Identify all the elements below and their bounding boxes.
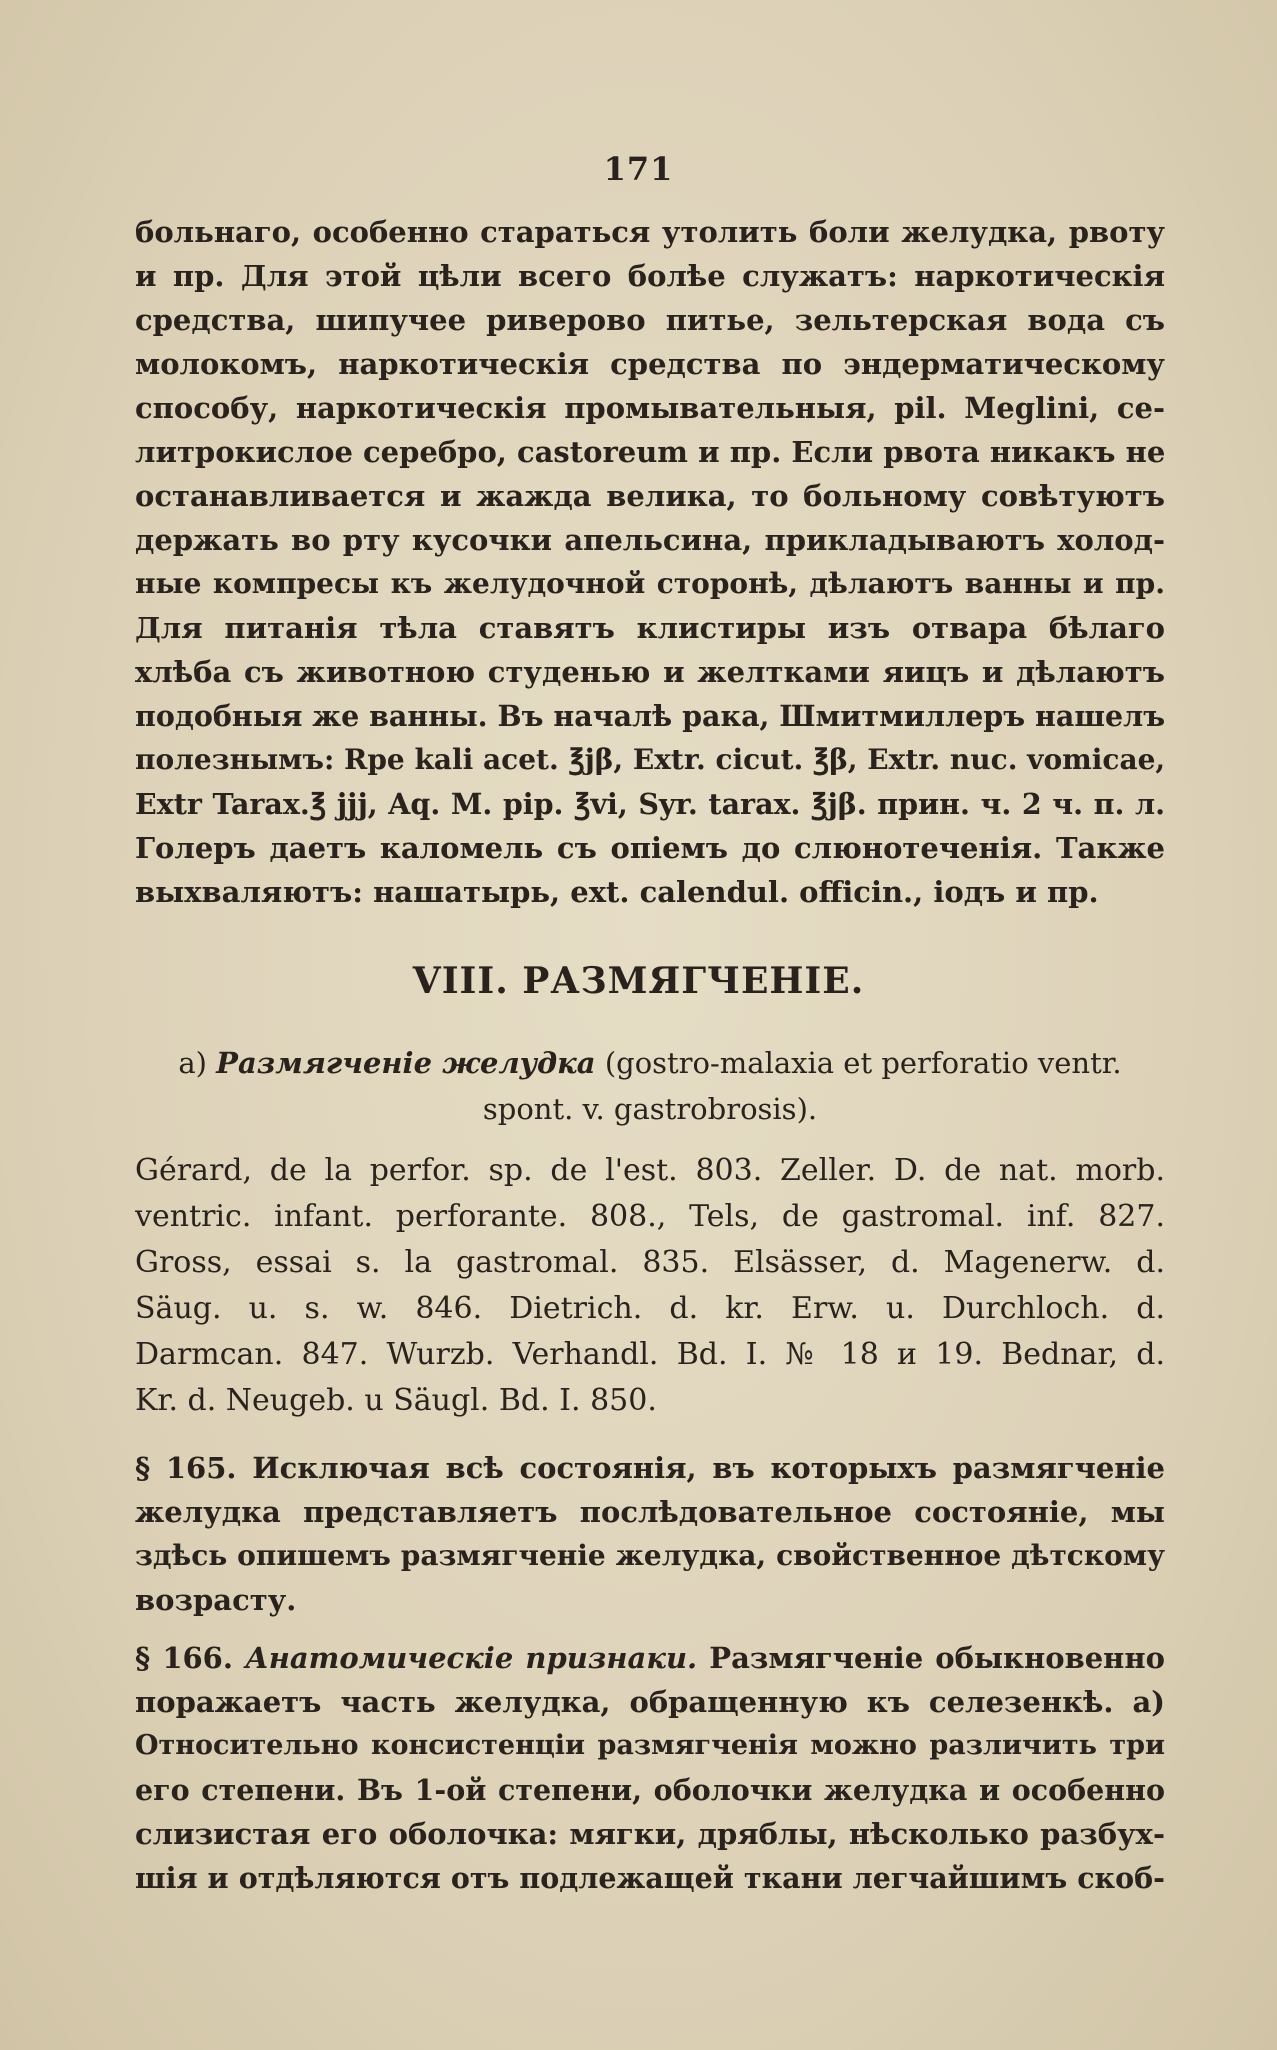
text-line: литрокислое серебро, castoreum и пр. Если рвота никакъ не	[135, 435, 1165, 469]
text-line: здѣсь опишемъ размягченіе желудка, свойственное дѣтскому	[135, 1539, 1165, 1572]
paragraph-166	[135, 1636, 1165, 1900]
text-line: средства, шипучее риверово питье, зельтерская вода съ	[135, 303, 1165, 337]
paragraph-treatment	[135, 210, 1165, 914]
bibliography	[135, 1148, 1165, 1424]
text-line: § 165. Исключая всѣ состоянія, въ которыхъ размягченіе	[135, 1451, 1165, 1485]
subheading-title: Размягченіе желудка	[216, 1046, 596, 1080]
text-line: выхваляютъ: нашатырь, ext. calendul. officin., іодъ и пр.	[135, 875, 1099, 909]
text-line: больнаго, особенно стараться утолить боли желудка, рвоту	[135, 215, 1165, 249]
text-line: Относительно консистенціи размягченія можно различить три	[135, 1730, 1165, 1761]
page-number: 171	[603, 150, 674, 188]
text-line: желудка представляетъ послѣдовательное состояніе, мы	[135, 1495, 1165, 1529]
text-line: способу, наркотическія промывательныя, pil. Meglini, се-	[135, 391, 1165, 425]
text-line: слизистая его оболочка: мягки, дряблы, нѣсколько разбух-	[135, 1817, 1165, 1851]
paragraph-165	[135, 1446, 1165, 1622]
text-line: подобныя же ванны. Въ началѣ рака, Шмитмиллеръ нашелъ	[135, 699, 1165, 733]
text-line: ные компресы къ желудочной сторонѣ, дѣлаютъ ванны и пр.	[135, 567, 1165, 600]
text-line: молокомъ, наркотическія средства по эндерматическому	[135, 347, 1165, 381]
text-line	[135, 1636, 1165, 1680]
text-line: его степени. Въ 1-ой степени, оболочки желудка и особенно	[135, 1773, 1165, 1807]
bibliography-line: Kr. d. Neugeb. u Säugl. Bd. I. 850.	[135, 1383, 657, 1418]
subheading-label: а)	[178, 1046, 207, 1080]
bibliography-line: Gérard, de la perfor. sp. de l'est. 803. Zeller. D. de nat. morb.	[135, 1153, 1165, 1188]
section-lead-text: Размягченіе обыкновенно	[709, 1641, 1165, 1675]
subheading-latin: (gostro-malaxia et perforatio ventr.	[604, 1046, 1122, 1080]
section-subheading	[170, 1040, 1130, 1132]
bibliography-line: Gross, essai s. la gastromal. 835. Elsässer, d. Magenerw. d.	[135, 1245, 1165, 1280]
text-line: держать во рту кусочки апельсина, прикладываютъ холод-	[135, 523, 1165, 557]
text-line: возрасту.	[135, 1583, 297, 1617]
bibliography-line: ventric. infant. perforante. 808., Tels, de gastromal. inf. 827.	[135, 1199, 1165, 1234]
text-line: Extr Tarax.℥ jjj, Aq. M. pip. ℥vi, Syr. tarax. ℥jβ. прин. ч. 2 ч. п. л.	[135, 787, 1165, 821]
section-heading: VIII. РАЗМЯГЧЕНІЕ.	[412, 960, 865, 1002]
section-title: Анатомическіе признаки.	[245, 1641, 698, 1675]
text-line: полезнымъ: Rpe kali acet. ℥jβ, Extr. cicut. ℥β, Extr. nuc. vomicae,	[135, 743, 1165, 776]
text-line: и пр. Для этой цѣли всего болѣе служатъ: наркотическія	[135, 259, 1165, 293]
bibliography-line: Säug. u. s. w. 846. Dietrich. d. kr. Erw. u. Durchloch. d.	[135, 1291, 1165, 1326]
subheading-latin-cont: spont. v. gastrobrosis).	[482, 1092, 818, 1126]
text-line: поражаетъ часть желудка, обращенную къ селезенкѣ. а)	[135, 1685, 1165, 1719]
text-line: хлѣба съ животною студенью и желтками яицъ и дѣлаютъ	[135, 655, 1165, 689]
text-line: шія и отдѣляются отъ подлежащей ткани легчайшимъ скоб-	[135, 1861, 1165, 1895]
text-line: Голеръ даетъ каломель съ опіемъ до слюнотеченія. Также	[135, 831, 1165, 865]
section-number: § 166.	[135, 1641, 233, 1675]
text-line: Для питанія тѣла ставятъ клистиры изъ отвара бѣлаго	[135, 611, 1165, 645]
bibliography-line: Darmcan. 847. Wurzb. Verhandl. Bd. I. № 18 и 19. Bednar, d.	[135, 1337, 1165, 1372]
text-line: останавливается и жажда велика, то больному совѣтуютъ	[135, 479, 1165, 513]
